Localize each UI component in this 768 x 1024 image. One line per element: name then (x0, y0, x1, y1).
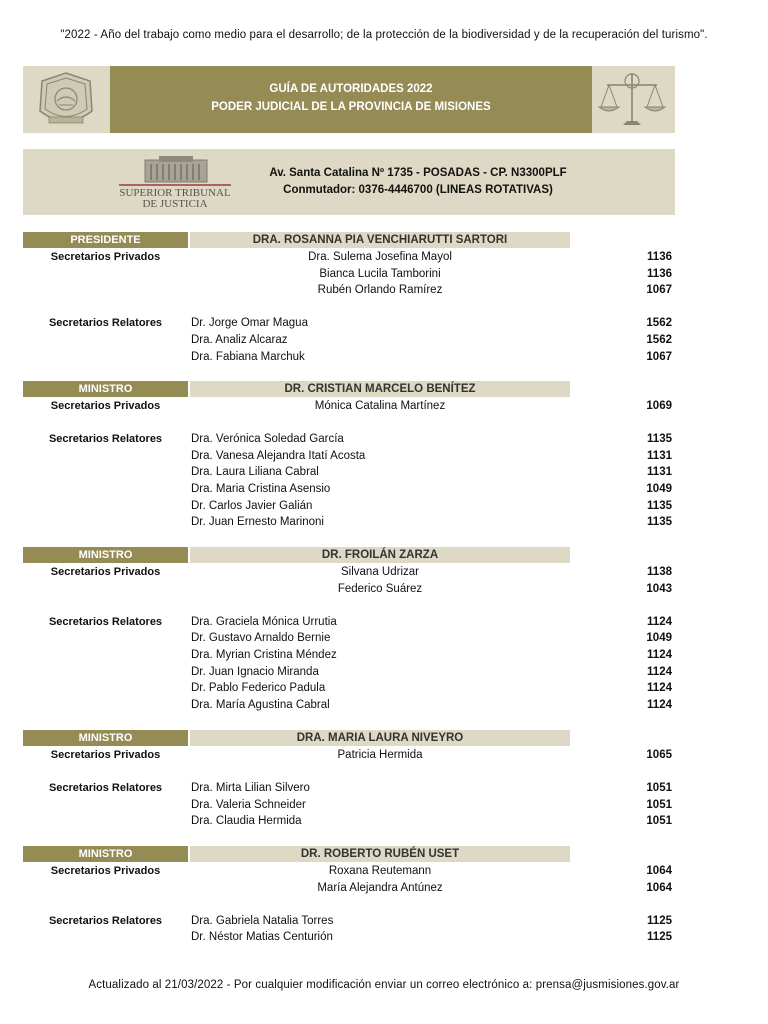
secretary-name: Dra. Verónica Soledad García (191, 433, 344, 446)
authority-header-row (0, 846, 768, 862)
document-motto: "2022 - Año del trabajo como medio para el desarrollo; de la protección de la biodiversidad y de la recuperación del turismo". (60, 29, 708, 41)
secretary-name: Patricia Hermida (337, 749, 423, 761)
footer-update-note: Actualizado al 21/03/2022 - Por cualquier modificación enviar un correo electrónico a: prensa@jusmisiones.gov.ar (88, 979, 680, 991)
role-label: MINISTRO (23, 846, 188, 862)
authority-header-row (0, 381, 768, 397)
phone-extension: 1049 (646, 483, 672, 495)
category-label-relatores: Secretarios Relatores (48, 914, 163, 927)
rapporteur-row (0, 813, 768, 829)
secretary-name: Dra. Fabiana Marchuk (191, 350, 305, 363)
private-secretary-row (0, 398, 768, 414)
role-label: MINISTRO (23, 730, 188, 746)
phone-extension: 1051 (646, 798, 672, 811)
rapporteur-row (0, 498, 768, 514)
phone-extension: 1051 (646, 782, 672, 795)
authority-name: DR. ROBERTO RUBÉN USET (190, 846, 570, 862)
phone-extension: 1125 (647, 914, 672, 927)
phone-extension: 1562 (646, 317, 672, 330)
authority-header-row (0, 232, 768, 248)
rapporteur-row (0, 315, 768, 331)
secretary-name: María Alejandra Antúnez (317, 881, 443, 894)
secretary-name: Dra. Laura Liliana Cabral (191, 466, 319, 479)
secretary-name: Dra. Graciela Mónica Urrutia (191, 615, 337, 628)
private-secretary-row (0, 564, 768, 580)
category-label-relatores: Secretarios Relatores (48, 782, 163, 795)
logo-line-2: DE JUSTICIA (142, 198, 208, 210)
phone-extension: 1136 (647, 251, 672, 263)
header-banner (23, 66, 675, 133)
private-secretary-row (0, 249, 768, 265)
phone-extension: 1069 (646, 400, 672, 412)
secretary-name: Dr. Juan Ernesto Marinoni (191, 516, 324, 529)
secretary-name: Roxana Reutemann (328, 865, 432, 877)
secretary-name: Dr. Carlos Javier Galián (191, 499, 313, 512)
secretary-name: Dra. Gabriela Natalia Torres (191, 914, 334, 927)
phone-extension: 1135 (647, 499, 672, 512)
secretary-name: Dr. Néstor Matias Centurión (191, 931, 333, 944)
rapporteur-row (0, 929, 768, 945)
phone-extension: 1043 (646, 582, 672, 595)
secretary-name: Federico Suárez (337, 582, 423, 595)
phone-extension: 1135 (647, 433, 672, 446)
private-secretary-row (0, 863, 768, 879)
authority-name: DRA. MARIA LAURA NIVEYRO (190, 730, 570, 746)
category-label-privados: Secretarios Privados (50, 749, 161, 761)
category-label-relatores: Secretarios Relatores (48, 433, 163, 446)
scales-of-justice-icon (595, 69, 669, 131)
phone-extension: 1124 (647, 682, 672, 695)
phone-extension: 1124 (647, 665, 672, 678)
secretary-name: Dra. María Agustina Cabral (191, 698, 330, 711)
rapporteur-row (0, 349, 768, 365)
secretary-name: Dr. Juan Ignacio Miranda (191, 665, 319, 678)
phone-extension: 1067 (646, 350, 672, 363)
rapporteur-row (0, 481, 768, 497)
secretary-name: Rubén Orlando Ramírez (317, 284, 443, 297)
rapporteur-row (0, 630, 768, 646)
phone-extension: 1124 (647, 649, 672, 661)
authority-name: DR. FROILÁN ZARZA (190, 547, 570, 563)
phone-extension: 1051 (646, 815, 672, 828)
switchboard-line: Conmutador: 0376-4446700 (LINEAS ROTATIVAS) (283, 184, 553, 196)
private-secretary-row (0, 282, 768, 298)
role-label: MINISTRO (23, 381, 188, 397)
rapporteur-row (0, 664, 768, 680)
secretary-name: Dra. Sulema Josefina Mayol (308, 251, 452, 263)
phone-extension: 1124 (647, 615, 672, 628)
category-label-relatores: Secretarios Relatores (48, 317, 163, 330)
private-secretary-row (0, 880, 768, 896)
secretary-name: Bianca Lucila Tamborini (319, 267, 441, 280)
rapporteur-row (0, 780, 768, 796)
rapporteur-row (0, 614, 768, 630)
phone-extension: 1138 (647, 566, 672, 578)
category-label-relatores: Secretarios Relatores (48, 615, 163, 628)
category-label-privados: Secretarios Privados (50, 865, 161, 877)
phone-extension: 1067 (646, 284, 672, 297)
phone-extension: 1135 (647, 516, 672, 529)
rapporteur-row (0, 332, 768, 348)
role-label: MINISTRO (23, 547, 188, 563)
phone-extension: 1049 (646, 632, 672, 645)
phone-extension: 1124 (647, 698, 672, 711)
address-banner (23, 149, 675, 215)
phone-extension: 1125 (647, 931, 672, 944)
secretary-name: Dra. Claudia Hermida (191, 815, 302, 828)
rapporteur-row (0, 431, 768, 447)
secretary-name: Mónica Catalina Martínez (314, 400, 446, 412)
rapporteur-row (0, 647, 768, 663)
secretary-name: Dra. Maria Cristina Asensio (191, 483, 331, 495)
phone-extension: 1064 (646, 881, 672, 894)
private-secretary-row (0, 266, 768, 282)
header-title-block (110, 66, 592, 133)
secretary-name: Dra. Myrian Cristina Méndez (191, 649, 337, 661)
provincial-seal-icon (35, 71, 97, 129)
authority-name: DR. CRISTIAN MARCELO BENÍTEZ (190, 381, 570, 397)
address-line: Av. Santa Catalina Nº 1735 - POSADAS - CP. N3300PLF (269, 167, 567, 179)
rapporteur-row (0, 514, 768, 530)
rapporteur-row (0, 680, 768, 696)
rapporteur-row (0, 697, 768, 713)
phone-extension: 1562 (646, 334, 672, 346)
superior-tribunal-logo (115, 154, 235, 210)
guide-subtitle: PODER JUDICIAL DE LA PROVINCIA DE MISIONES (211, 101, 491, 113)
secretary-name: Dr. Pablo Federico Padula (191, 682, 326, 695)
secretary-name: Dra. Mirta Lilian Silvero (191, 782, 310, 795)
rapporteur-row (0, 464, 768, 480)
phone-extension: 1065 (646, 749, 672, 761)
role-label: PRESIDENTE (23, 232, 188, 248)
phone-extension: 1064 (646, 865, 672, 877)
logo-line-1: SUPERIOR TRIBUNAL (119, 187, 231, 199)
phone-extension: 1131 (647, 466, 672, 479)
phone-extension: 1131 (647, 449, 672, 462)
category-label-privados: Secretarios Privados (50, 251, 161, 263)
secretary-name: Dr. Jorge Omar Magua (191, 317, 308, 330)
private-secretary-row (0, 747, 768, 763)
private-secretary-row (0, 581, 768, 597)
phone-extension: 1136 (647, 267, 672, 280)
authority-header-row (0, 547, 768, 563)
rapporteur-row (0, 448, 768, 464)
category-label-privados: Secretarios Privados (50, 566, 161, 578)
rapporteur-row (0, 797, 768, 813)
authority-name: DRA. ROSANNA PIA VENCHIARUTTI SARTORI (190, 232, 570, 248)
secretary-name: Dra. Valeria Schneider (191, 798, 306, 811)
secretary-name: Silvana Udrizar (341, 566, 419, 578)
guide-title: GUÍA DE AUTORIDADES 2022 (269, 83, 433, 95)
rapporteur-row (0, 913, 768, 929)
category-label-privados: Secretarios Privados (50, 400, 161, 412)
authority-header-row (0, 730, 768, 746)
secretary-name: Dra. Analiz Alcaraz (191, 334, 288, 346)
secretary-name: Dra. Vanesa Alejandra Itatí Acosta (191, 449, 366, 462)
secretary-name: Dr. Gustavo Arnaldo Bernie (191, 632, 331, 645)
